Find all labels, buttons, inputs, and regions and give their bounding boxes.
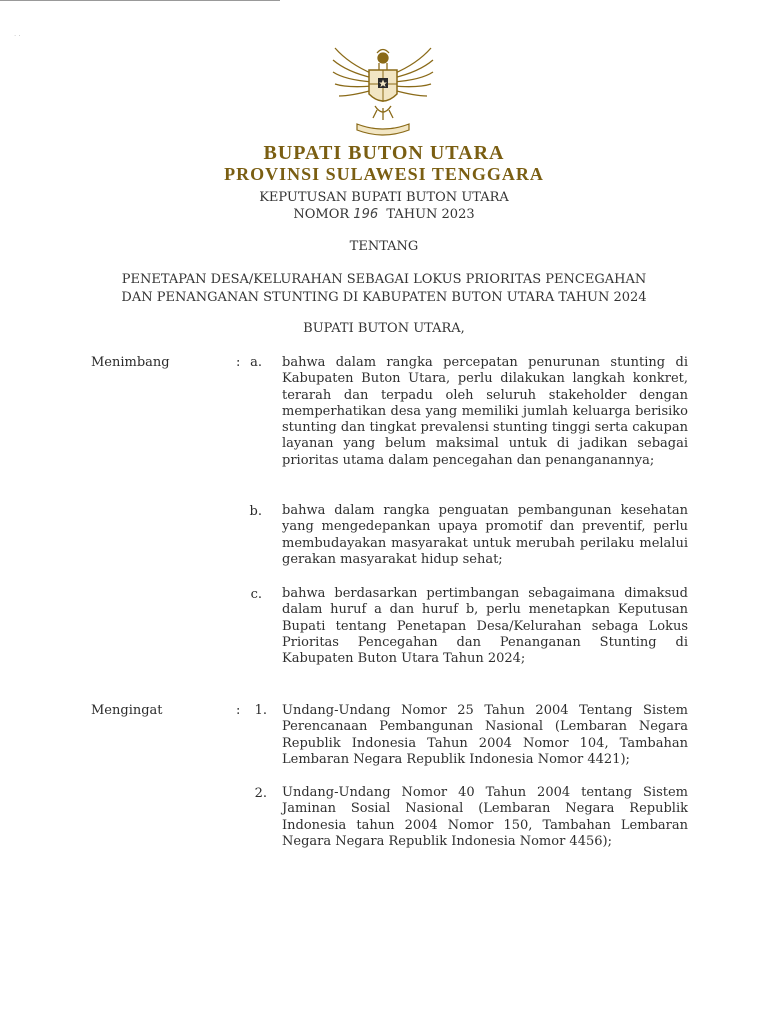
mengingat-item-2: Undang-Undang Nomor 40 Tahun 2004 tentang Sistem Jaminan Sosial Nasional (Lembaran Negara Republik Indonesia tahun 2004 Nomor 150, Tambahan Lembaran Negara Negara Republik Indonesia Nomor 4456); xyxy=(282,785,688,849)
scan-artifact: · · xyxy=(14,32,21,40)
province-title: PROVINSI SULAWESI TENGGARA xyxy=(224,164,544,184)
subject-line-2: DAN PENANGANAN STUNTING DI KABUPATEN BUTON UTARA TAHUN 2024 xyxy=(121,290,647,305)
mengingat-marker-2: 2. xyxy=(254,786,267,801)
garuda-emblem-icon xyxy=(329,44,437,136)
regent-title: BUPATI BUTON UTARA xyxy=(263,142,505,164)
scan-edge-line xyxy=(0,0,280,1)
menimbang-item-b: bahwa dalam rangka penguatan pembangunan kesehatan yang mengedepankan upaya promotif dan preventif, perlu membudayakan masyarakat untuk merubah perilaku melalui gerakan masyarakat hidup sehat; xyxy=(282,503,688,567)
decree-year: TAHUN 2023 xyxy=(386,207,475,222)
mengingat-marker-1: 1. xyxy=(254,703,267,718)
menimbang-marker-b: b. xyxy=(249,504,262,519)
menimbang-marker-c: c. xyxy=(250,587,262,602)
nomor-label: NOMOR xyxy=(293,207,350,222)
tentang-label: TENTANG xyxy=(349,239,419,254)
mengingat-item-1: Undang-Undang Nomor 25 Tahun 2004 Tentang Sistem Perencanaan Pembangunan Nasional (Lembaran Negara Republik Indonesia Tahun 2004 Nomor 104, Tambahan Lembaran Negara Republik Indonesia Nomor 4421); xyxy=(282,703,688,767)
decree-number xyxy=(0,206,768,223)
nomor-handwritten: 196 xyxy=(353,207,379,222)
menimbang-colon: : xyxy=(236,355,241,370)
mengingat-colon: : xyxy=(236,703,241,718)
menimbang-label: Menimbang xyxy=(91,355,170,370)
menimbang-item-a: bahwa dalam rangka percepatan penurunan stunting di Kabupaten Buton Utara, perlu dilakukan langkah konkret, terarah dan terpadu oleh seluruh stakeholder dengan memperhatikan desa yang memiliki jumlah keluarga berisiko stunting dan tingkat prevalensi stunting tinggi serta cakupan layanan yang belum maksimal untuk di jadikan sebagai prioritas utama dalam pencegahan dan penanganannya; xyxy=(282,355,688,468)
mengingat-label: Mengingat xyxy=(91,703,163,718)
decree-title: KEPUTUSAN BUPATI BUTON UTARA xyxy=(259,190,509,205)
menimbang-marker-a: a. xyxy=(250,355,262,370)
menimbang-item-c: bahwa berdasarkan pertimbangan sebagaimana dimaksud dalam huruf a dan huruf b, perlu menetapkan Keputusan Bupati tentang Penetapan Desa/Kelurahan sebaga Lokus Prioritas Pencegahan dan Penanganan Stunting di Kabupaten Buton Utara Tahun 2024; xyxy=(282,586,688,667)
authority-line: BUPATI BUTON UTARA, xyxy=(303,321,465,336)
subject-line-1: PENETAPAN DESA/KELURAHAN SEBAGAI LOKUS PRIORITAS PENCEGAHAN xyxy=(121,272,647,287)
